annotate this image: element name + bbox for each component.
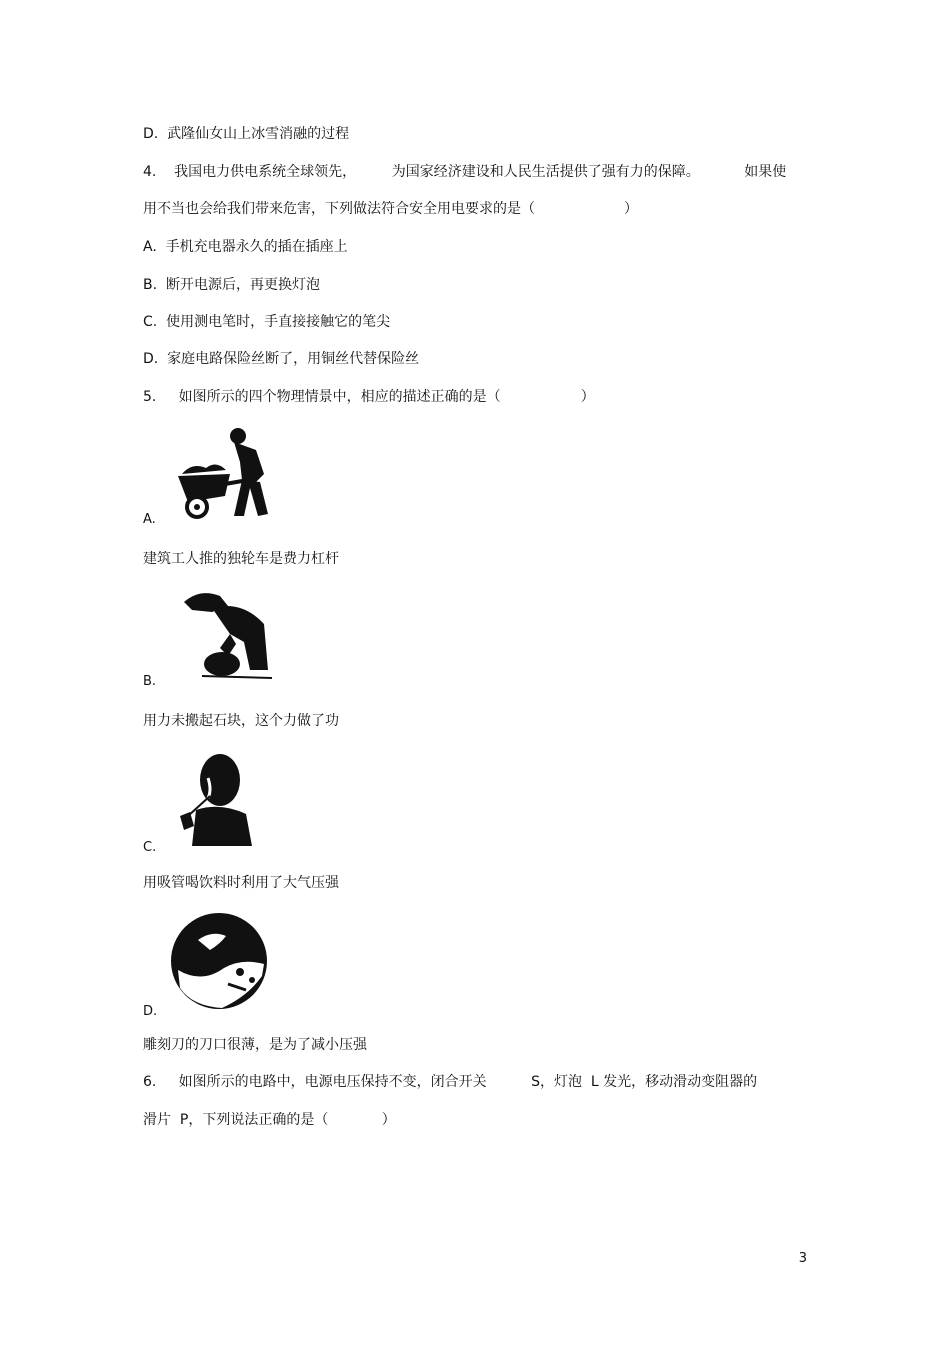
q5-option-d-label: D. <box>143 1004 158 1019</box>
q6-stem-line1: 6. 如图所示的电路中，电源电压保持不变，闭合开关 S，灯泡 L 发光，移动滑动变阻器的 <box>143 1074 758 1090</box>
q6-stem-line2: 滑片 P，下列说法正确的是（ ） <box>143 1112 396 1128</box>
wheelbarrow-worker-illustration <box>170 424 275 522</box>
q4-option-d: D. 家庭电路保险丝断了，用铜丝代替保险丝 <box>143 351 420 367</box>
q4-option-b: B. 断开电源后，再更换灯泡 <box>143 277 320 293</box>
q5-stem: 5. 如图所示的四个物理情景中，相应的描述正确的是（ ） <box>143 389 595 405</box>
q5-option-c-text: 用吸管喝饮料时利用了大气压强 <box>143 875 339 891</box>
q5-option-b-text: 用力未搬起石块，这个力做了功 <box>143 713 339 729</box>
page-number: 3 <box>798 1251 807 1266</box>
q5-option-d-text: 雕刻刀的刀口很薄，是为了减小压强 <box>143 1037 367 1053</box>
q4-stem-line1: 4. 我国电力供电系统全球领先， 为国家经济建设和人民生活提供了强有力的保障。 如果使 <box>143 164 787 180</box>
q3-option-d: D. 武隆仙女山上冰雪消融的过程 <box>143 126 350 142</box>
straw-drinking-illustration <box>172 750 257 850</box>
lifting-stone-illustration <box>172 586 277 684</box>
q4-option-a: A. 手机充电器永久的插在插座上 <box>143 239 348 255</box>
q4-stem-line2: 用不当也会给我们带来危害，下列做法符合安全用电要求的是（ ） <box>143 201 639 217</box>
q4-option-c: C. 使用测电笔时，手直接接触它的笔尖 <box>143 314 391 330</box>
q5-option-c-label: C. <box>143 840 157 855</box>
q5-option-a-text: 建筑工人推的独轮车是费力杠杆 <box>143 551 339 567</box>
carving-knife-illustration <box>168 910 270 1012</box>
q5-option-b-label: B. <box>143 674 157 689</box>
q5-option-a-label: A. <box>143 512 156 527</box>
